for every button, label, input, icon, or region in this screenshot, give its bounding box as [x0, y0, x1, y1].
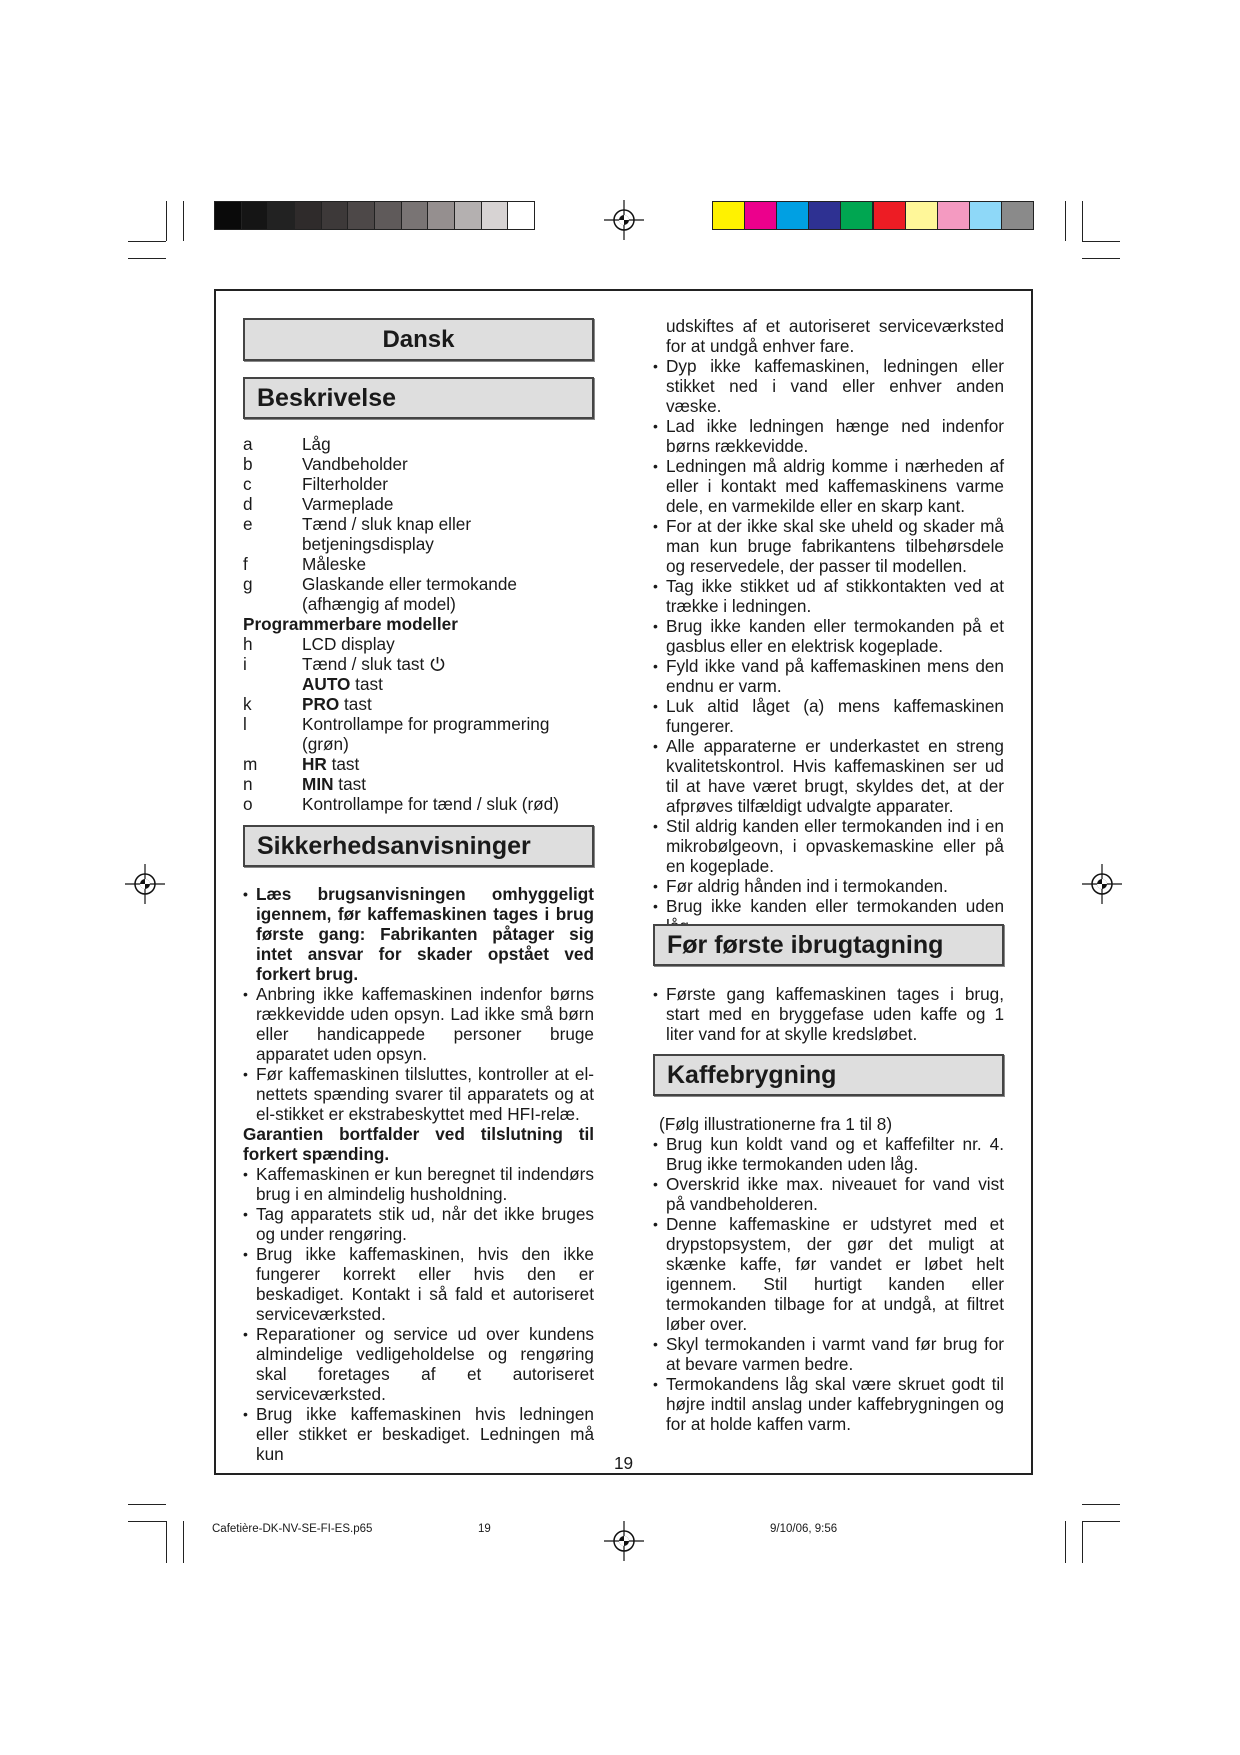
parts-list-item — [243, 434, 594, 454]
crop-mark — [128, 1521, 166, 1522]
safety-bullet: • Kaffemaskinen er kun beregnet til indendørs brug i en almindelig husholdning. — [243, 1164, 594, 1204]
safety-intro: • Læs brugsanvisningen omhyggeligt igennem, før kaffemaskinen tages i brug første gang: Fabrikanten påtager sig intet ansvar for skader opstået ved forkert brug. — [243, 884, 594, 984]
part-letter: b — [243, 454, 253, 474]
part-label: Låg — [302, 434, 331, 454]
safety-bullet: • For at der ikke skal ske uheld og skader må man kun bruge fabrikantens tilbehørsdele og reservedele, der passer til modellen. — [653, 516, 1004, 576]
programmable-list-item — [243, 654, 594, 674]
part-label: Tænd / sluk knap eller — [302, 514, 472, 534]
part-label: Måleske — [302, 554, 366, 574]
gray-swatch — [214, 201, 242, 230]
power-icon — [429, 655, 446, 672]
first-use-heading-text: Før første ibrugtagning — [667, 930, 944, 959]
part-key-name: PRO — [302, 694, 340, 714]
part-key-name: AUTO — [302, 674, 351, 694]
part-letter: g — [243, 574, 253, 594]
parts-list-item — [243, 534, 594, 554]
part-label: Vandbeholder — [302, 454, 408, 474]
part-label-text: Kontrollampe for programmering — [302, 714, 550, 734]
brewing-bullet: • Denne kaffemaskine er udstyret med et drypstopsystem, der gør det muligt at skænke kaffe, før vandet er løbet helt igennem. Stil hurtigt kanden eller termokanden tilbage for at undgå, at filtret løber over. — [653, 1214, 1004, 1334]
part-label-text: tast — [333, 774, 366, 794]
part-label-text: Kontrollampe for tænd / sluk (rød) — [302, 794, 559, 814]
gray-swatch — [401, 201, 429, 230]
crop-mark — [1082, 1504, 1120, 1505]
safety-bullet: • Brug ikke kanden eller termokanden uden — [653, 896, 1004, 936]
crop-mark — [128, 258, 166, 259]
description-heading — [243, 377, 594, 419]
description-heading-text: Beskrivelse — [257, 383, 397, 412]
first-use-heading — [653, 924, 1004, 966]
safety-bullet: • Tag apparatets stik ud, når det ikke bruges og under rengøring. — [243, 1204, 594, 1244]
brewing-bullet: • Termokandens låg skal være skruet godt til højre indtil anslag under kaffebrygningen og for at holde kaffen varm. — [653, 1374, 1004, 1434]
part-letter: a — [243, 434, 253, 454]
safety-bullet: • Lad ikke ledningen hænge ned indenfor børns rækkevidde. — [653, 416, 1004, 456]
part-label — [302, 654, 446, 674]
part-letter: h — [243, 634, 253, 654]
crop-mark — [128, 1504, 166, 1505]
safety-bullet: • Reparationer og service ud over kundens almindelige vedligeholdelse og rengøring skal foretages af et autoriseret serviceværksted. — [243, 1324, 594, 1404]
part-label-text: LCD display — [302, 634, 395, 654]
part-label — [302, 754, 359, 774]
part-label-text: (grøn) — [302, 734, 349, 754]
part-label — [302, 714, 549, 734]
gray-swatch — [347, 201, 375, 230]
gray-swatch — [321, 201, 349, 230]
part-letter: c — [243, 474, 252, 494]
crop-mark — [183, 1521, 184, 1563]
crop-mark — [166, 201, 167, 241]
parts-list-item — [243, 454, 594, 474]
programmable-heading: Programmerbare modeller — [243, 614, 458, 634]
safety-bullet: • Ledningen må aldrig komme i nærheden af eller i kontakt med kaffemaskinens varme dele, en varmekilde eller en skarp kant. — [653, 456, 1004, 516]
programmable-list-item — [243, 774, 594, 794]
part-key-name: HR — [302, 754, 327, 774]
safety-bullet: • Brug ikke kaffemaskinen, hvis den ikke fungerer korrekt eller hvis den er beskadiget. Kontakt i så fald et autoriseret serviceværksted. — [243, 1244, 594, 1324]
part-letter: l — [243, 714, 247, 734]
gray-swatch — [454, 201, 482, 230]
part-label-text: tast — [339, 694, 372, 714]
part-label-text: tast — [350, 674, 383, 694]
parts-list — [243, 434, 594, 814]
part-label — [302, 734, 349, 754]
part-label: betjeningsdisplay — [302, 534, 434, 554]
color-swatch — [712, 201, 745, 230]
crop-mark — [128, 241, 166, 242]
part-letter: n — [243, 774, 253, 794]
registration-mark-icon — [1082, 864, 1122, 904]
safety-bullet: • Tag ikke stikket ud af stikkontakten ved at trække i ledningen. — [653, 576, 1004, 616]
programmable-list-item — [243, 714, 594, 734]
safety-bullet: • Før kaffemaskinen tilsluttes, kontroller at el-nettets spænding svarer til apparatets og at el-stikket er ekstrabeskyttet med HFI-relæ. — [243, 1064, 594, 1124]
color-swatch — [1001, 201, 1034, 230]
crop-mark — [1082, 241, 1120, 242]
part-letter: e — [243, 514, 253, 534]
color-swatch — [840, 201, 873, 230]
footer-page: 19 — [478, 1523, 491, 1535]
safety-heading-text: Sikkerhedsanvisninger — [257, 831, 531, 860]
programmable-list-item — [243, 794, 594, 814]
registration-mark-icon — [604, 200, 644, 240]
programmable-list-item — [243, 694, 594, 714]
part-label: Varmeplade — [302, 494, 394, 514]
color-calibration-bar — [712, 201, 1033, 230]
color-swatch — [969, 201, 1002, 230]
right-continuation: udskiftes af et autoriseret serviceværksted for at undgå enhver fare. — [666, 316, 1004, 356]
part-label-text: Tænd / sluk tast — [302, 654, 425, 674]
language-heading — [243, 318, 594, 361]
safety-bullet: • Stil aldrig kanden eller termokanden ind i en mikrobølgeovn, i opvaskemaskine eller på en kogeplade. — [653, 816, 1004, 876]
crop-mark — [1082, 1521, 1120, 1522]
brewing-bullet: • Skyl termokanden i varmt vand før brug for at bevare varmen bedre. — [653, 1334, 1004, 1374]
part-label — [302, 794, 559, 814]
parts-list-item — [243, 514, 594, 534]
part-label — [302, 774, 366, 794]
safety-bullet: • Anbring ikke kaffemaskinen indenfor børns rækkevidde uden opsyn. Lad ikke små børn eller handicappede personer bruge apparatet uden opsyn. — [243, 984, 594, 1064]
parts-list-item — [243, 494, 594, 514]
part-label: Filterholder — [302, 474, 388, 494]
programmable-list-item — [243, 734, 594, 754]
programmable-list-item — [243, 634, 594, 654]
part-label — [302, 694, 372, 714]
footer-datetime: 9/10/06, 9:56 — [770, 1523, 838, 1535]
brewing-bullet: • Brug kun koldt vand og et kaffefilter nr. 4. Brug ikke termokanden uden låg. — [653, 1134, 1004, 1174]
gray-calibration-bar — [214, 201, 534, 230]
footer-filename: Cafetière-DK-NV-SE-FI-ES.p65 — [212, 1523, 373, 1535]
programmable-list-item — [243, 674, 594, 694]
gray-swatch — [427, 201, 455, 230]
part-letter: k — [243, 694, 252, 714]
safety-bullet: • Alle apparaterne er underkastet en streng kvalitetskontrol. Hvis kaffemaskinen ser ud til at have været brugt, skyldes det, at der afprøves tilfældigt udvalgte apparater. — [653, 736, 1004, 816]
gray-swatch — [374, 201, 402, 230]
page-number: 19 — [614, 1453, 634, 1473]
part-label-text: tast — [326, 754, 360, 774]
safety-right-column — [653, 316, 1004, 936]
part-letter: i — [243, 654, 247, 674]
safety-bullet: • Brug ikke kaffemaskinen hvis ledningen eller stikket er beskadiget. Ledningen må kun — [243, 1404, 594, 1464]
first-use-section — [653, 984, 1004, 1044]
part-key-name: MIN — [302, 774, 334, 794]
color-swatch — [905, 201, 938, 230]
part-letter: f — [243, 554, 248, 574]
color-swatch — [937, 201, 970, 230]
gray-swatch — [507, 201, 535, 230]
crop-mark — [1065, 1521, 1066, 1563]
parts-list-item — [243, 594, 594, 614]
part-label — [302, 674, 383, 694]
safety-bullet: • Brug ikke kanden eller termokanden på et gasblus eller en elektrisk kogeplade. — [653, 616, 1004, 656]
color-swatch — [744, 201, 777, 230]
brewing-heading-text: Kaffebrygning — [667, 1060, 837, 1089]
color-swatch — [776, 201, 809, 230]
registration-mark-icon — [125, 864, 165, 904]
programmable-list-item — [243, 754, 594, 774]
part-label: Glaskande eller termokande — [302, 574, 517, 594]
safety-heading — [243, 825, 594, 867]
brewing-intro: (Følg illustrationerne fra 1 til 8) — [659, 1114, 893, 1134]
gray-swatch — [294, 201, 322, 230]
brewing-heading — [653, 1054, 1004, 1096]
color-swatch — [873, 201, 906, 230]
brewing-bullet: • Overskrid ikke max. niveauet for vand vist på vandbeholderen. — [653, 1174, 1004, 1214]
crop-mark — [166, 1521, 167, 1563]
part-letter: o — [243, 794, 253, 814]
safety-bullet: • Før aldrig hånden ind i termokanden. — [653, 876, 1004, 896]
registration-mark-icon — [604, 1521, 644, 1561]
crop-mark — [1082, 201, 1083, 241]
guarantee-note: Garantien bortfalder ved tilslutning til forkert spænding. — [243, 1124, 594, 1164]
language-heading-text: Dansk — [382, 325, 455, 353]
color-swatch — [808, 201, 841, 230]
part-label — [302, 634, 395, 654]
parts-list-item — [243, 474, 594, 494]
safety-left-column — [243, 884, 594, 1464]
part-letter: m — [243, 754, 258, 774]
part-label: (afhængig af model) — [302, 594, 456, 614]
parts-list-item — [243, 574, 594, 594]
crop-mark — [1082, 1521, 1083, 1563]
safety-bullet: • Fyld ikke vand på kaffemaskinen mens den endnu er varm. — [653, 656, 1004, 696]
brewing-section — [653, 1114, 1004, 1434]
crop-mark — [1082, 258, 1120, 259]
crop-mark — [1065, 201, 1066, 241]
gray-swatch — [267, 201, 295, 230]
safety-bullet: • Luk altid låget (a) mens kaffemaskinen fungerer. — [653, 696, 1004, 736]
crop-mark — [183, 201, 184, 241]
safety-bullet: • Dyp ikke kaffemaskinen, ledningen eller stikket ned i vand eller enhver anden væske. — [653, 356, 1004, 416]
gray-swatch — [241, 201, 269, 230]
gray-swatch — [481, 201, 509, 230]
part-letter: d — [243, 494, 253, 514]
first-use-bullet: • Første gang kaffemaskinen tages i brug, start med en bryggefase uden kaffe og 1 liter vand for at skylle kredsløbet. — [653, 984, 1004, 1044]
parts-list-item — [243, 554, 594, 574]
